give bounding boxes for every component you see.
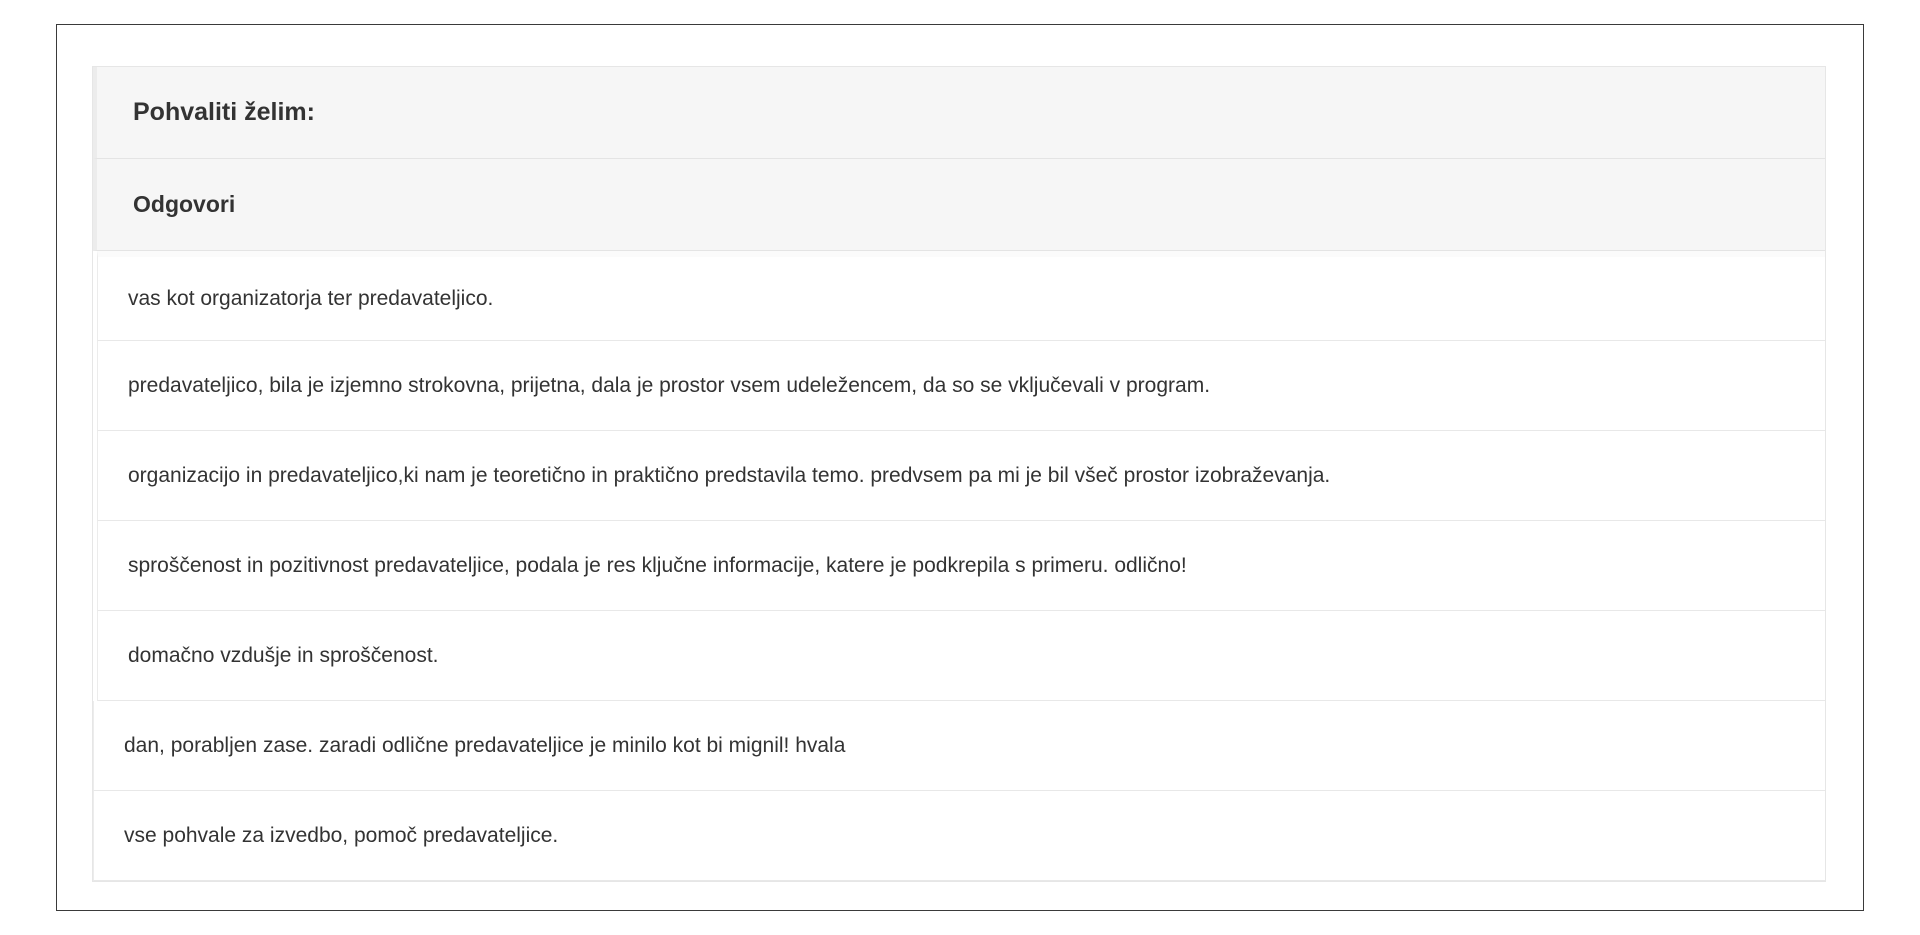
list-item: vse pohvale za izvedbo, pomoč predavateljice.: [93, 791, 1825, 881]
column-header-label: Odgovori: [133, 191, 236, 217]
panel-header: [93, 67, 1825, 159]
list-item: sproščenost in pozitivnost predavateljice, podala je res ključne informacije, katere je podkrepila s primeru. odlično!: [97, 521, 1825, 611]
column-header: [93, 159, 1825, 251]
list-item: predavateljico, bila je izjemno strokovna, prijetna, dala je prostor vsem udeležencem, da so se vključevali v program.: [97, 341, 1825, 431]
list-item: organizacijo in predavateljico,ki nam je teoretično in praktično predstavila temo. predvsem pa mi je bil všeč prostor izobraževanja.: [97, 431, 1825, 521]
feedback-panel: [92, 66, 1826, 882]
list-item: vas kot organizatorja ter predavateljico.: [97, 251, 1825, 341]
page-frame: [56, 24, 1864, 911]
list-item: domačno vzdušje in sproščenost.: [97, 611, 1825, 701]
panel-title: Pohvaliti želim:: [133, 98, 315, 126]
responses-list: [93, 251, 1825, 881]
list-item: dan, porabljen zase. zaradi odlične predavateljice je minilo kot bi mignil! hvala: [93, 701, 1825, 791]
